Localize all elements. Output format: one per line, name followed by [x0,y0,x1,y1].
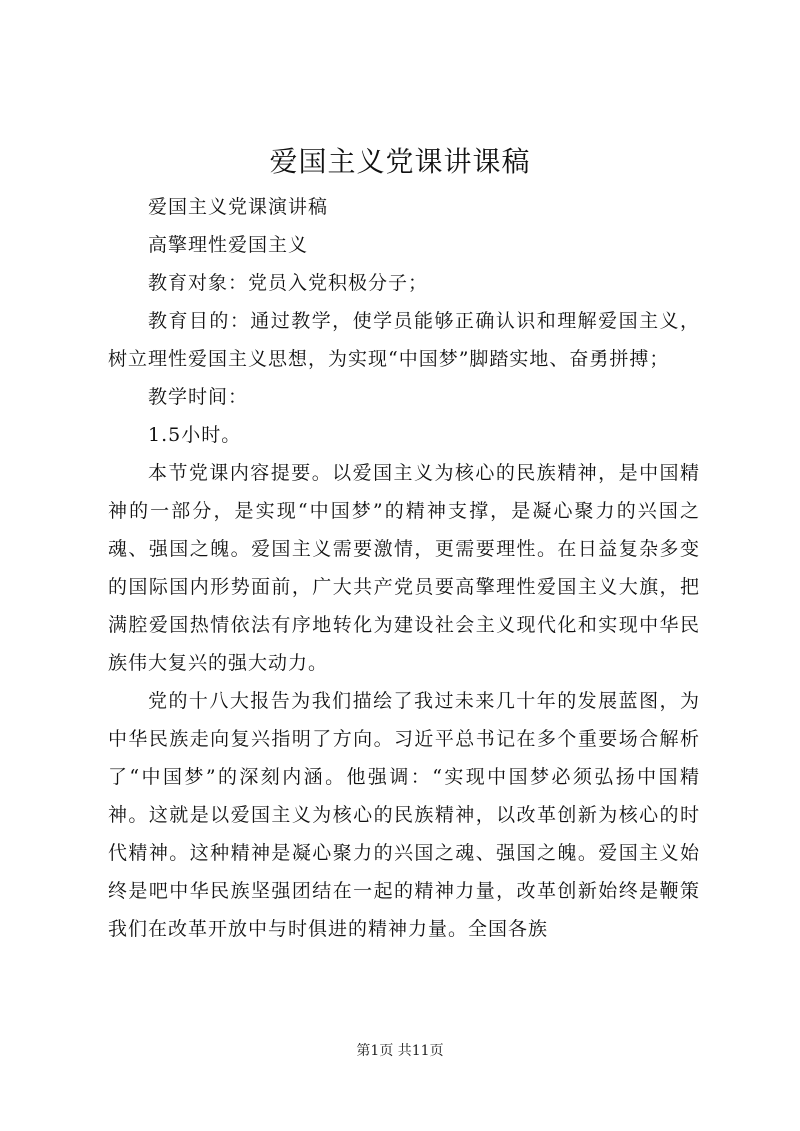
paragraph-purpose: 教育目的：通过教学，使学员能够正确认识和理解爱国主义，树立理性爱国主义思想，为实现“中国梦”脚踏实地、奋勇拼搏； [108,310,700,370]
paragraph-speech-title: 爱国主义党课演讲稿 [148,196,329,218]
document-title: 爱国主义党课讲课稿 [269,145,531,178]
paragraph-time-label: 教学时间： [148,386,249,408]
paragraph-subtitle: 高擎理性爱国主义 [148,234,309,256]
paragraph-main-text: 党的十八大报告为我们描绘了我过未来几十年的发展蓝图，为中华民族走向复兴指明了方向。习近平总书记在多个重要场合解析了“中国梦”的深刻内涵。他强调：“实现中国梦必须弘扬中国精神。这就是以爱国主义为核心的民族精神，以改革创新为核心的时代精神。这种精神是凝心聚力的兴国之魂、强国之魄。爱国主义始终是吧中华民族坚强团结在一起的精神力量，改革创新始终是鞭策我们在改革开放中与时俱进的精神力量。全国各族 [108,690,700,940]
paragraph-time-value: 1.5小时。 [148,424,242,446]
page-number-footer: 第1页 共11页 [356,1043,444,1059]
paragraph-audience: 教育对象：党员入党积极分子； [148,272,429,294]
document-body [108,188,700,948]
paragraph-summary: 本节党课内容提要。以爱国主义为核心的民族精神，是中国精神的一部分，是实现“中国梦”的精神支撑，是凝心聚力的兴国之魂、强国之魄。爱国主义需要激情，更需要理性。在日益复杂多变的国际国内形势面前，广大共产党员要高擎理性爱国主义大旗，把满腔爱国热情依法有序地转化为建设社会主义现代化和实现中华民族伟大复兴的强大动力。 [108,462,700,674]
